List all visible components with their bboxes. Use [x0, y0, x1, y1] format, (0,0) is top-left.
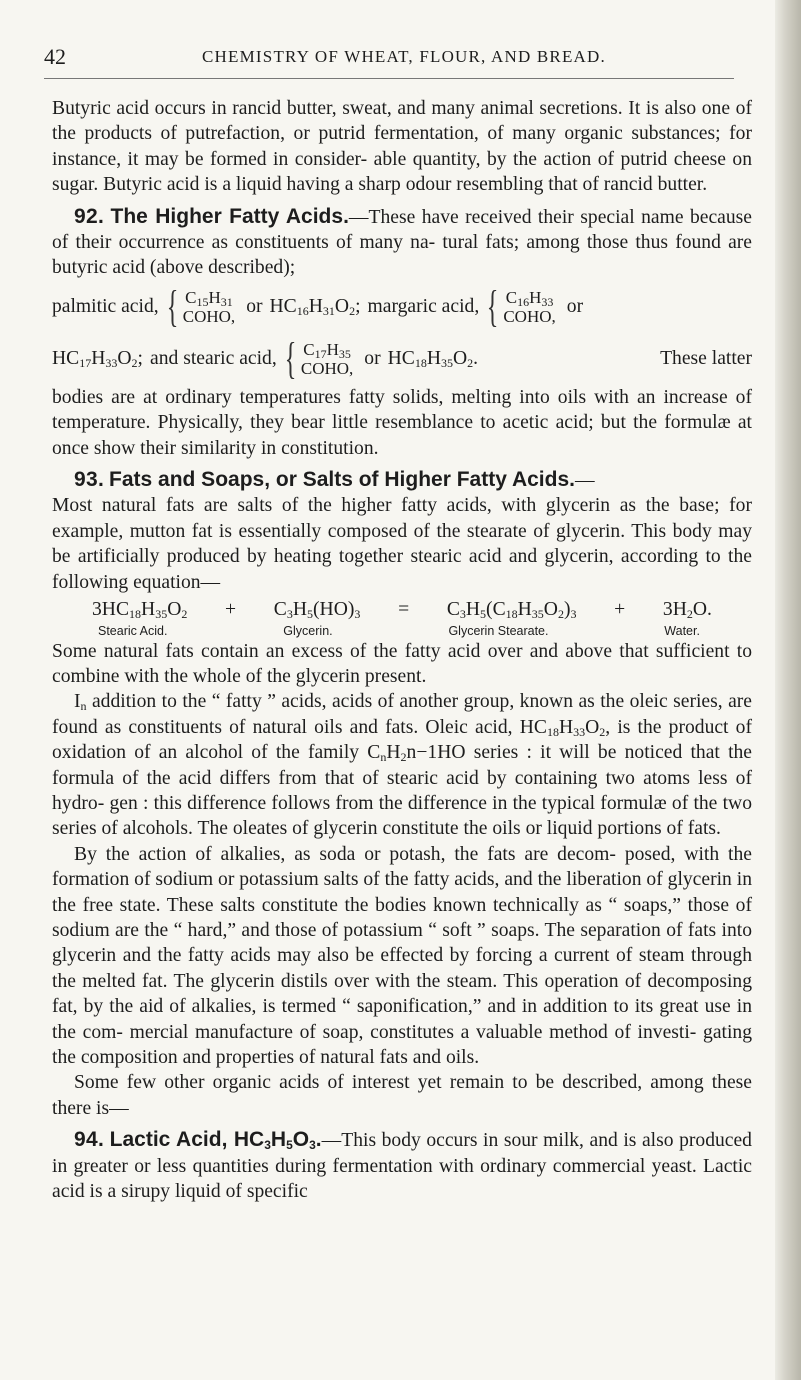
- equation-plus: +: [614, 599, 626, 621]
- section-93-paragraph-2: Some natural fats contain an excess of the fatty acid over and above that sufficient to combine with the whole of the glycerin present.: [52, 640, 752, 687]
- left-brace: {: [166, 281, 179, 331]
- these-latter-text: These latter: [660, 348, 752, 370]
- section-93-number: 93.: [74, 468, 105, 492]
- stearate-equation: [52, 595, 752, 622]
- section-93-title: Fats and Soaps, or Salts of Higher Fatty Acids.: [109, 468, 575, 492]
- label-glycerin: Glycerin.: [283, 623, 333, 638]
- palmitic-label: palmitic acid,: [52, 296, 159, 318]
- equation-labels: [52, 623, 752, 639]
- body-text: [52, 96, 752, 1204]
- section-92-continuation: bodies are at ordinary temperatures fatty solids, melting into oils with an increase of temperature. Physically, they bear little resemblance to acetic acid; but the formulæ at once show their similarity in constitution.: [52, 386, 752, 459]
- palmitic-top: $C_{15}H_{31}$: [185, 287, 233, 309]
- running-head: CHEMISTRY OF WHEAT, FLOUR, AND BREAD.: [202, 47, 606, 66]
- or-word: or: [566, 296, 584, 318]
- section-92-dash: —: [348, 206, 369, 228]
- palmitic-formula-stack: [183, 288, 235, 326]
- section-92-number: 92.: [74, 204, 105, 228]
- margaric-formula-stack: [503, 288, 555, 326]
- or-word: or: [364, 348, 381, 370]
- palmitic-alt-formula: $HC_{16}H_{31}O_2$;: [269, 296, 361, 319]
- formula-row-stearic: [52, 333, 752, 385]
- page-header: [44, 44, 764, 74]
- section-94-title: Lactic Acid, $HC_3H_5O_3$.: [109, 1128, 322, 1153]
- equation-term-water: $3H_2O$.: [662, 599, 712, 622]
- equation-equals: =: [398, 599, 410, 621]
- formula-row-palmitic-margaric: [52, 281, 752, 333]
- header-rule: [44, 78, 734, 79]
- section-92-text: These have received their special name because of their occurrence as constituents of many na- tural fats; among those thus found are butyric acid (above described);: [52, 206, 752, 279]
- page-edge-shadow: [775, 0, 801, 1380]
- margaric-top: $C_{16}H_{33}$: [505, 287, 554, 309]
- section-93-paragraph-5: Some few other organic acids of interest yet remain to be described, among these there is—: [52, 1072, 752, 1119]
- page-number: 42: [44, 44, 66, 69]
- stearic-top: $C_{17}H_{35}$: [303, 339, 351, 361]
- margaric-label: margaric acid,: [367, 296, 480, 318]
- section-93-paragraph: [52, 467, 752, 493]
- section-93-dash: —: [574, 470, 595, 492]
- margaric-alt-formula: $HC_{17}H_{33}O_2$;: [52, 348, 143, 371]
- stearic-formula-stack: [301, 340, 353, 378]
- label-stearic-acid: Stearic Acid.: [98, 623, 168, 638]
- section-94-number: 94.: [74, 1128, 105, 1152]
- section-94-dash: —: [321, 1130, 342, 1152]
- section-93-paragraph-4: By the action of alkalies, as soda or potash, the fats are decom- posed, with the formation of sodium or potassium salts of the fatty acids, and the liberation of glycerin in the free state. These salts constitute the bodies known technically as “ soaps,” those of sodium are the “ hard,” and those of potassium “ soft ” soaps. The separation of fats into glycerin and the fatty acids may also be effected by forcing a current of steam through the melted fat. The glycerin distils over with the steam. This operation of decomposing fat, by the aid of alkalies, is termed “ saponification,” and in addition to its great use in the com- mercial manufacture of soap, constitutes a valuable method of investi- gating the composition and properties of natural fats and oils.: [52, 843, 752, 1068]
- label-water: Water.: [664, 623, 700, 638]
- section-93-text: Most natural fats are salts of the higher fatty acids, with glycerin as the base; for example, mutton fat is essentially composed of the stearate of glycerin. This body may be artificially produced by heating together stearic acid and glycerin, according to the following equation—: [52, 495, 752, 593]
- equation-term-glycerin: $C_3H_5(HO)_3$: [273, 599, 361, 622]
- equation-plus: +: [225, 599, 237, 621]
- stearic-bottom: COHO,: [300, 358, 354, 378]
- section-94-text: This body occurs in sour milk, and is also produced in greater or less quantities during fermentation with ordinary commercial yeast. Lactic acid is a sirupy liquid of specific: [52, 1130, 752, 1203]
- margaric-bottom: COHO,: [503, 306, 556, 326]
- section-94-paragraph: [52, 1127, 752, 1204]
- equation-term-stearic-acid: $3HC_{18}H_{35}O_2$: [92, 599, 188, 622]
- or-word: or: [246, 296, 263, 318]
- equation-term-glycerin-stearate: $C_3H_5(C_{18}H_{35}O_2)_3$: [446, 599, 577, 622]
- left-brace: {: [486, 281, 499, 331]
- intro-paragraph: Butyric acid occurs in rancid butter, sweat, and many animal secretions. It is also one of the products of putrefaction, or putrid fermentation, of many organic substances; for instance, it may be formed in consider- able quantity, by the action of putrid cheese on sugar. Butyric acid is a liquid having a sharp odour resembling that of rancid butter.: [52, 98, 752, 196]
- label-glycerin-stearate: Glycerin Stearate.: [448, 623, 549, 638]
- stearic-label: and stearic acid,: [150, 348, 277, 370]
- section-92-title: The Higher Fatty Acids.: [110, 204, 349, 228]
- stearic-alt-formula: $HC_{18}H_{35}O_2$.: [387, 348, 479, 371]
- section-93-paragraph-3: $I_n$ addition to the “ fatty ” acids, acids of another group, known as the oleic series, are found as constituents of natural oils and fats. Oleic acid, $HC_{18}H_{33}O_2$, is the product of oxidation of an alcohol of the family $C_nH_2n-1HO$ series : it will be noticed that the formula of the acid differs from that of stearic acid by containing two atoms less of hydro- gen : this difference follows from the difference in the typical formulæ of the two series of alcohols. The oleates of glycerin constitute the oils or liquid portions of fats.: [52, 691, 753, 840]
- palmitic-bottom: COHO,: [182, 306, 236, 326]
- left-brace: {: [284, 333, 297, 383]
- section-92-paragraph: [52, 204, 752, 281]
